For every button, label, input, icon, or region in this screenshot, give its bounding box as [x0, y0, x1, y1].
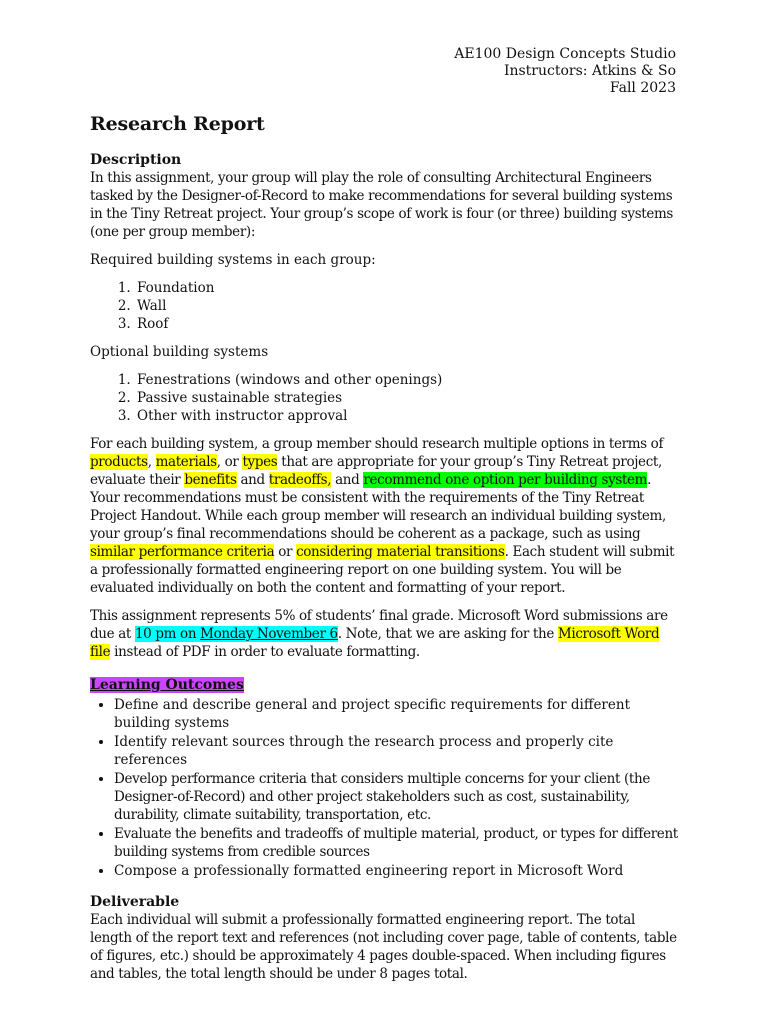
text-run: . Each student will submit a professionally formatted engineering report on one building system. You will be evaluated individually on both the content and formatting of your report. — [90, 544, 675, 596]
list-item: 2. Wall — [135, 297, 678, 315]
description-heading: Description — [90, 152, 182, 168]
list-item: • Evaluate the benefits and tradeoffs of multiple material, product, or types for different building systems from credible sources — [114, 825, 678, 861]
text-run: and — [236, 472, 269, 488]
course-name: AE100 Design Concepts Studio — [454, 46, 676, 62]
text-run: and — [331, 472, 364, 488]
highlight-material-transitions: considering material transitions — [296, 544, 505, 560]
learning-outcomes-label: Learning Outcomes — [90, 677, 244, 693]
page-title: Research Report — [90, 113, 265, 135]
highlight-materials: materials — [155, 454, 217, 470]
required-systems-list — [90, 279, 678, 333]
learning-outcomes-heading — [90, 677, 678, 694]
highlight-due-date: Monday November 6 — [200, 626, 338, 642]
text-run: For each building system, a group member should research multiple options in terms of — [90, 436, 664, 452]
deliverable-heading: Deliverable — [90, 894, 180, 910]
required-systems-label: Required building systems in each group: — [90, 252, 376, 268]
highlight-tradeoffs: tradeoffs, — [268, 472, 332, 488]
optional-systems-list — [90, 371, 678, 425]
text-run: or — [274, 544, 297, 560]
highlight-similar-criteria: similar performance criteria — [90, 544, 275, 560]
list-item: • Define and describe general and project specific requirements for different building systems — [114, 696, 678, 732]
term: Fall 2023 — [609, 80, 676, 96]
highlight-due-time: 10 pm on — [134, 626, 201, 642]
list-item: 1. Fenestrations (windows and other openings) — [135, 371, 678, 389]
list-item: • Identify relevant sources through the research process and properly cite references — [114, 733, 678, 769]
text-run: , — [147, 454, 156, 470]
course-header — [454, 46, 676, 97]
list-item: • Develop performance criteria that considers multiple concerns for your client (the Designer-of-Record) and other project stakeholders such as cost, sustainability, durability, climate suitability, transportation, etc. — [114, 770, 678, 824]
highlight-benefits: benefits — [184, 472, 237, 488]
list-item: 1. Foundation — [135, 279, 678, 297]
optional-systems-label: Optional building systems — [90, 344, 269, 360]
deliverable-text: Each individual will submit a professionally formatted engineering report. The total length of the report text and references (not including cover page, table of contents, table of figures, etc.) should be approximately 4 pages double-spaced. When including figures and tables, the total length should be under 8 pages total. — [90, 912, 677, 982]
list-item: • Compose a professionally formatted engineering report in Microsoft Word — [114, 862, 678, 880]
text-run: , or — [216, 454, 243, 470]
highlight-word-file: Microsoft Word file — [90, 626, 660, 660]
highlight-recommend: recommend one option per building system — [363, 472, 648, 488]
list-item: 2. Passive sustainable strategies — [135, 389, 678, 407]
text-run: instead of PDF in order to evaluate formatting. — [110, 644, 420, 660]
text-run: . Note, that we are asking for the — [337, 626, 558, 642]
document-body — [90, 112, 678, 993]
list-item: 3. Other with instructor approval — [135, 407, 678, 425]
text-run: that are appropriate for your group’s Tiny Retreat project, evaluate their — [90, 454, 662, 488]
instructors: Instructors: Atkins & So — [503, 63, 676, 79]
list-item: 3. Roof — [135, 315, 678, 333]
learning-outcomes-list — [90, 696, 678, 880]
grading-paragraph — [90, 607, 678, 661]
highlight-types: types — [242, 454, 278, 470]
description-intro: In this assignment, your group will play the role of consulting Architectural Engineers tasked by the Designer-of-Record to make recommendations for several building systems in the Tiny Retreat project. Your group’s scope of work is four (or three) building systems (one per group member): — [90, 170, 674, 240]
research-paragraph — [90, 435, 678, 597]
text-run: This assignment represents 5% of students’ final grade. Microsoft Word submissions are due at — [90, 608, 668, 642]
highlight-products: products — [90, 454, 148, 470]
text-run: . Your recommendations must be consistent with the requirements of the Tiny Retreat Project Handout. While each group member will research an individual building system, your group’s final recommendations should be coherent as a package, such as using — [90, 472, 666, 542]
